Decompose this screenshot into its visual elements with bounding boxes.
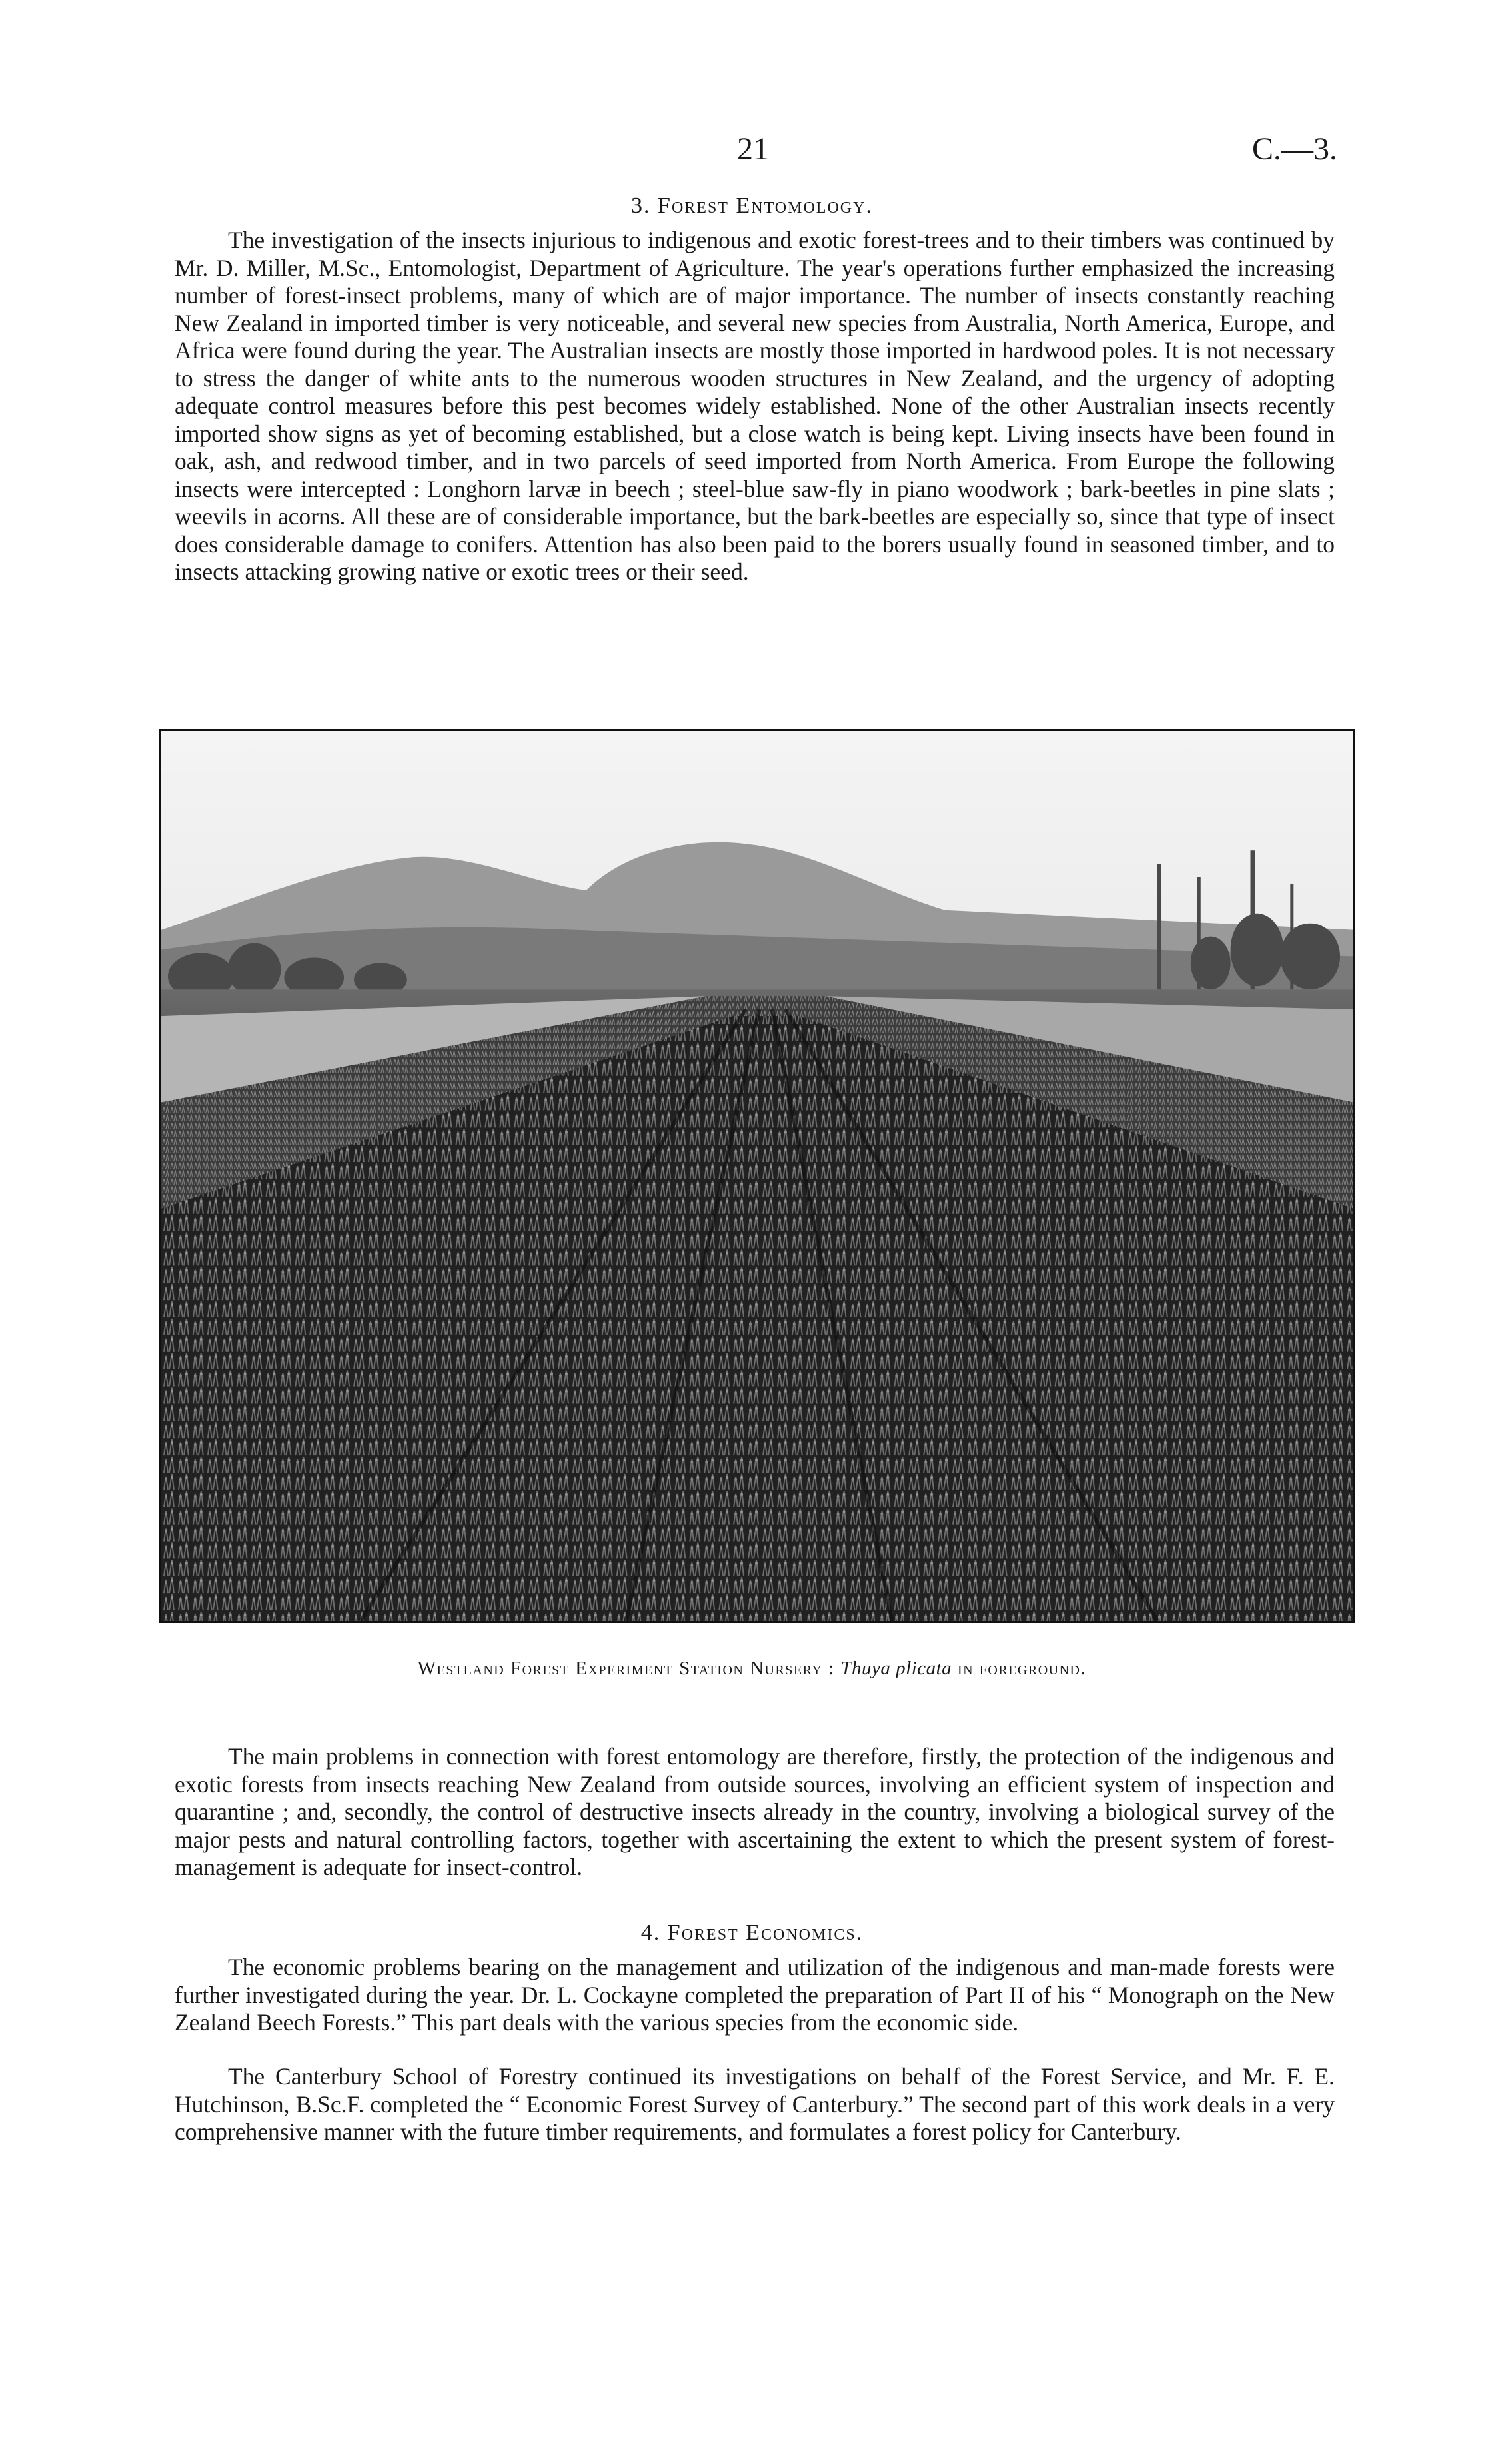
nursery-photograph bbox=[159, 729, 1355, 1623]
caption-tail: in foreground. bbox=[952, 1658, 1087, 1679]
paragraph-forest-economics-2: The Canterbury School of Forestry continued its investigations on behalf of the Forest Service, and Mr. F. E. Hutchinson, B.Sc.F. completed the “ Economic Forest Survey of Canterbury.” The second part of this work deals in a very comprehensive manner with the future timber requirements, and formulates a forest policy for Canterbury. bbox=[175, 2063, 1335, 2145]
caption-species: Thuya plicata bbox=[840, 1658, 952, 1679]
page-number: 21 bbox=[737, 131, 769, 167]
nursery-photo-illustration bbox=[161, 731, 1353, 1621]
paragraph-forest-entomology: The investigation of the insects injurious to indigenous and exotic forest-trees and to their timbers was continued by Mr. D. Miller, M.Sc., Entomologist, Department of Agriculture. The year's operations further emphasized the increasing number of forest-insect problems, many of which are of major importance. The number of insects constantly reaching New Zealand in imported timber is very noticeable, and several new species from Australia, North America, Europe, and Africa were found during the year. The Australian insects are mostly those imported in hardwood poles. It is not necessary to stress the danger of white ants to the numerous wooden structures in New Zealand, and the urgency of adopting adequate control measures before this pest becomes widely established. None of the other Australian insects recently imported show signs as yet of becoming established, but a close watch is being kept. Living insects have been found in oak, ash, and redwood timber, and in two parcels of seed imported from North America. From Europe the following insects were intercepted : Longhorn larvæ in beech ; steel-blue saw-fly in piano woodwork ; bark-beetles in pine slats ; weevils in acorns. All these are of considerable importance, but the bark-beetles are especially so, since that type of insect does considerable damage to conifers. Attention has also been paid to the borers usually found in seasoned timber, and to insects attacking growing native or exotic trees or their seed. bbox=[175, 227, 1335, 585]
document-code: C.—3. bbox=[1251, 131, 1337, 167]
paragraph-forest-economics-1: The economic problems bearing on the management and utilization of the indigenous and man-made forests were further investigated during the year. Dr. L. Cockayne completed the preparation of Part II of his “ Monograph on the New Zealand Beech Forests.” This part deals with the various species from the economic side. bbox=[175, 1954, 1335, 2036]
caption-main: Westland Forest Experiment Station Nursery : bbox=[417, 1658, 841, 1679]
section-heading-forest-entomology: 3. Forest Entomology. bbox=[631, 193, 873, 218]
paragraph-entomology-conclusion: The main problems in connection with forest entomology are therefore, firstly, the protection of the indigenous and exotic forests from insects reaching New Zealand from outside sources, involving an efficient system of inspection and quarantine ; and, secondly, the control of destructive insects already in the country, involving a biological survey of the major pests and natural controlling factors, together with ascertaining the extent to which the present system of forest-management is adequate for insect-control. bbox=[175, 1743, 1335, 1880]
figure-caption bbox=[0, 1658, 1504, 1680]
section-heading-forest-economics: 4. Forest Economics. bbox=[640, 1920, 864, 1945]
